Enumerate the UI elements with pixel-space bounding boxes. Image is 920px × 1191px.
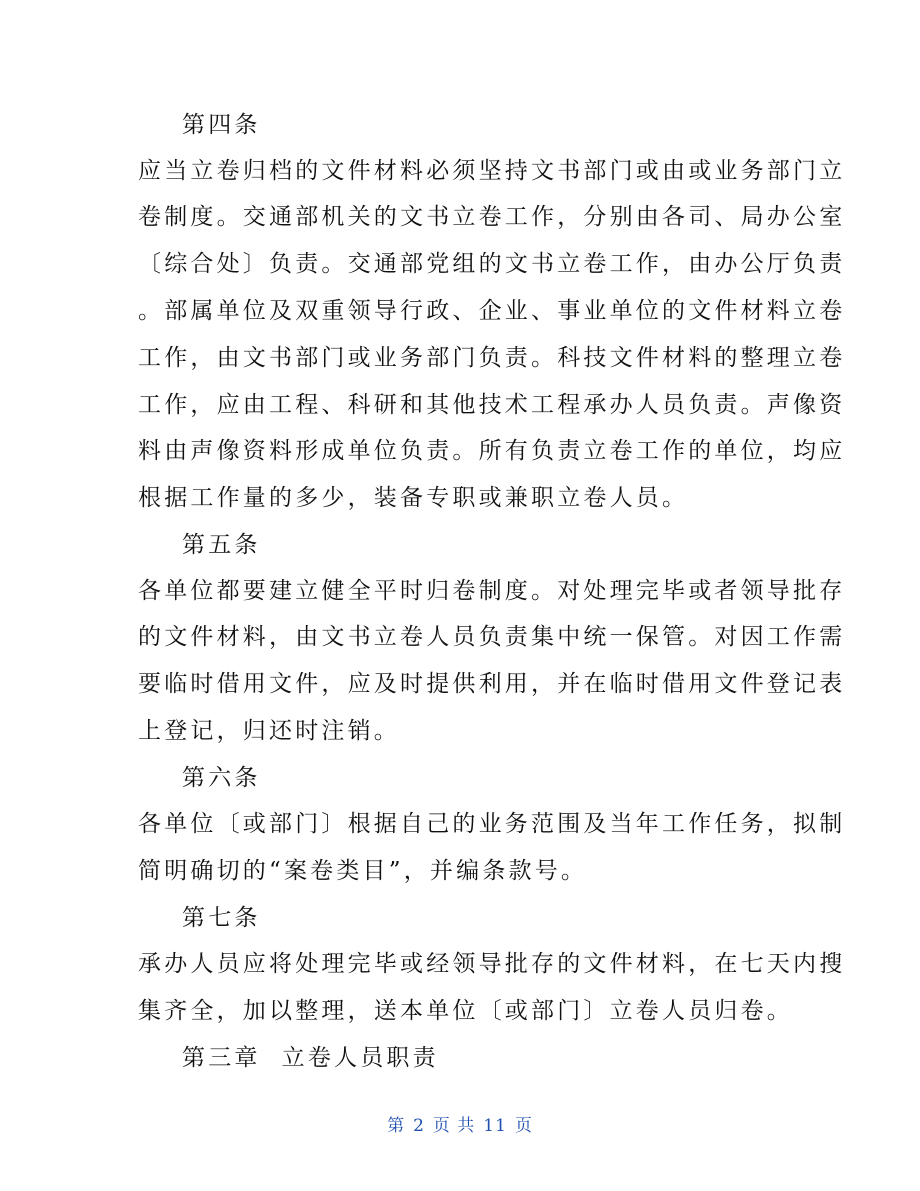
footer-total-pages: 11 — [483, 1116, 507, 1136]
chapter-heading: 第三章 立卷人员职责 — [182, 1045, 439, 1071]
paragraph-line: 集齐全，加以整理，送本单位〔或部门〕立卷人员归卷。 — [138, 998, 793, 1024]
paragraph-line: 根据工作量的多少，装备专职或兼职立卷人员。 — [138, 485, 689, 511]
paragraph-line: 各单位都要建立健全平时归卷制度。对处理完毕或者领导批存 — [138, 578, 846, 604]
article-heading-6: 第六条 — [182, 765, 261, 791]
paragraph-line: 料由声像资料形成单位负责。所有负责立卷工作的单位，均应 — [138, 438, 846, 464]
footer-prefix: 第 — [387, 1116, 406, 1136]
paragraph-line: 简明确切的“案卷类目”，并编条款号。 — [138, 858, 588, 884]
paragraph-line: 卷制度。交通部机关的文书立卷工作，分别由各司、局办公室 — [138, 204, 846, 230]
paragraph-line: 。部属单位及双重领导行政、企业、事业单位的文件材料立卷 — [138, 298, 846, 324]
article-heading-5: 第五条 — [182, 532, 261, 558]
footer-page-number: 2 — [413, 1116, 425, 1136]
footer-suffix: 页 — [514, 1116, 533, 1136]
article-heading-7: 第七条 — [182, 905, 261, 931]
paragraph-line: 各单位〔或部门〕根据自己的业务范围及当年工作任务，拟制 — [138, 811, 846, 837]
paragraph-line: 工作，由文书部门或业务部门负责。科技文件材料的整理立卷 — [138, 345, 846, 371]
page-footer — [0, 1114, 920, 1138]
paragraph-line: 工作，应由工程、科研和其他技术工程承办人员负责。声像资 — [138, 392, 846, 418]
paragraph-line: 的文件材料，由文书立卷人员负责集中统一保管。对因工作需 — [138, 624, 846, 650]
paragraph-line: 承办人员应将处理完毕或经领导批存的文件材料，在七天内搜 — [138, 951, 846, 977]
paragraph-line: 应当立卷归档的文件材料必须坚持文书部门或由或业务部门立 — [138, 158, 846, 184]
footer-mid: 页 共 — [432, 1116, 476, 1136]
article-heading-4: 第四条 — [182, 112, 261, 138]
paragraph-line: 〔综合处〕负责。交通部党组的文书立卷工作，由办公厅负责 — [138, 251, 846, 277]
paragraph-line: 要临时借用文件，应及时提供利用，并在临时借用文件登记表 — [138, 671, 846, 697]
paragraph-line: 上登记，归还时注销。 — [138, 718, 400, 744]
